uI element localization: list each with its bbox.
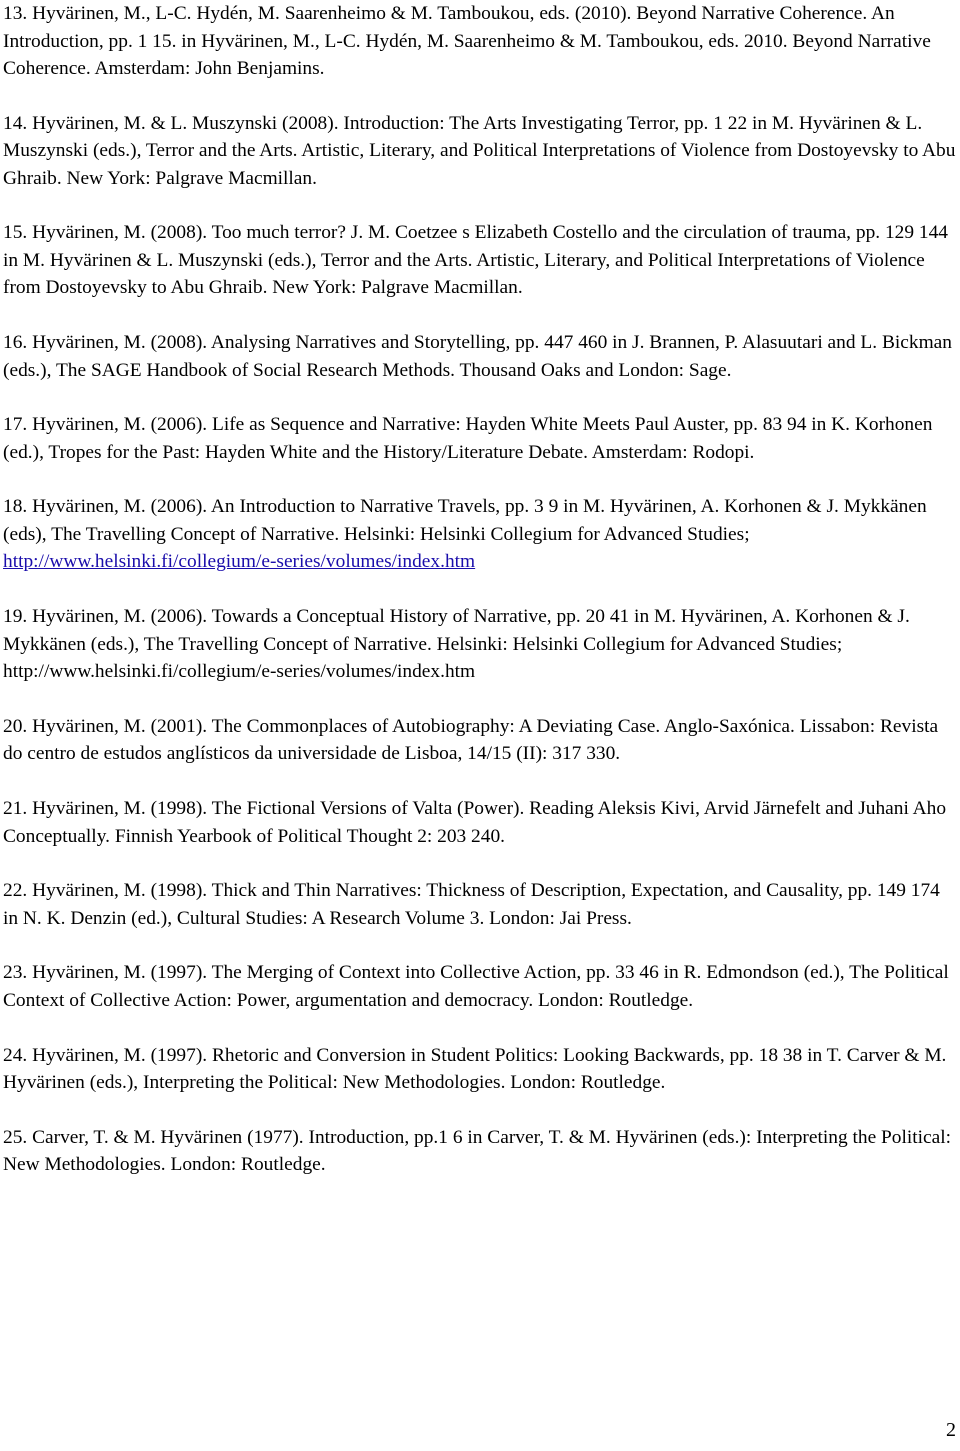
reference-text: Hyvärinen, M. (1998). Thick and Thin Narratives: Thickness of Description, Expectation, and Causality, pp. 149 174 in N. K. Denzin (ed.), Cultural Studies: A Research Volume 3. London: Jai Press. bbox=[3, 880, 940, 929]
reference-text: Hyvärinen, M. (2001). The Commonplaces of Autobiography: A Deviating Case. Anglo-Saxónica. Lissabon: Revista do centro de estudos anglísticos da universidade de Lisboa, 14/15 (II): 317 330. bbox=[3, 715, 939, 765]
reference-number: 18. bbox=[3, 496, 28, 518]
reference-item bbox=[3, 1124, 958, 1179]
reference-number: 15. bbox=[3, 222, 28, 244]
reference-item bbox=[3, 795, 958, 850]
document-page bbox=[3, 0, 958, 1179]
reference-number: 16. bbox=[3, 332, 28, 354]
reference-number: 20. bbox=[3, 715, 28, 737]
reference-number: 24. bbox=[3, 1044, 28, 1066]
reference-number: 17. bbox=[3, 414, 28, 436]
reference-text: Hyvärinen, M. (2008). Analysing Narratives and Storytelling, pp. 447 460 in J. Brannen, P. Alasuutari and L. Bickman (eds.), The SAGE Handbook of Social Research Methods. Thousand Oaks and London: Sage. bbox=[3, 332, 952, 381]
reference-text: Hyvärinen, M. (1997). The Merging of Context into Collective Action, pp. 33 46 in R. Edmondson (ed.), The Political Context of Collective Action: Power, argumentation and democracy. London: Routledge. bbox=[3, 962, 949, 1011]
reference-text: Hyvärinen, M. (2006). Life as Sequence and Narrative: Hayden White Meets Paul Auster, pp. 83 94 in K. Korhonen (ed.), Tropes for the Past: Hayden White and the History/Literature Debate. Amsterdam: Rodopi. bbox=[3, 414, 933, 463]
reference-item bbox=[3, 603, 958, 686]
reference-number: 13. bbox=[3, 3, 28, 24]
reference-item bbox=[3, 959, 958, 1014]
reference-text: Carver, T. & M. Hyvärinen (1977). Introduction, pp.1 6 in Carver, T. & M. Hyvärinen (eds.): Interpreting the Political: New Methodologies. London: Routledge. bbox=[3, 1126, 952, 1176]
reference-number: 21. bbox=[3, 798, 28, 819]
reference-item bbox=[3, 219, 958, 302]
reference-number: 19. bbox=[3, 606, 28, 628]
reference-link[interactable]: http://www.helsinki.fi/collegium/e-series/volumes/index.htm bbox=[3, 551, 476, 573]
reference-text: Hyvärinen, M. (1998). The Fictional Versions of Valta (Power). Reading Aleksis Kivi, Arvid Järnefelt and Juhani Aho Conceptually. Finnish Yearbook of Political Thought 2: 203 240. bbox=[3, 798, 947, 847]
reference-text: Hyvärinen, M. (2006). Towards a Conceptual History of Narrative, pp. 20 41 in M. Hyvärinen, A. Korhonen & J. Mykkänen (eds.), The Travelling Concept of Narrative. Helsinki: Helsinki Collegium for Advanced Studies; http://www.helsinki.fi/collegium/e-series/volumes/index.htm bbox=[3, 606, 910, 683]
reference-number: 14. bbox=[3, 112, 28, 134]
reference-item bbox=[3, 0, 958, 83]
reference-number: 22. bbox=[3, 880, 28, 902]
reference-item bbox=[3, 329, 958, 384]
reference-item bbox=[3, 713, 958, 768]
reference-number: 23. bbox=[3, 962, 28, 984]
reference-text: Hyvärinen, M. & L. Muszynski (2008). Introduction: The Arts Investigating Terror, pp. 1 22 in M. Hyvärinen & L. Muszynski (eds.), Terror and the Arts. Artistic, Literary, and Political Interpretations of Violence from Dostoyevsky to Abu Ghraib. New York: Palgrave Macmillan. bbox=[3, 112, 956, 189]
reference-number: 25. bbox=[3, 1126, 28, 1148]
reference-item bbox=[3, 110, 958, 193]
reference-item bbox=[3, 493, 958, 576]
page-number: 2 bbox=[946, 1419, 956, 1441]
reference-text: Hyvärinen, M. (2006). An Introduction to Narrative Travels, pp. 3 9 in M. Hyvärinen, A. Korhonen & J. Mykkänen (eds), The Travelling Concept of Narrative. Helsinki: Helsinki Collegium for Advanced Studies; bbox=[3, 496, 927, 545]
reference-item bbox=[3, 1042, 958, 1097]
reference-text: Hyvärinen, M. (2008). Too much terror? J. M. Coetzee s Elizabeth Costello and the circulation of trauma, pp. 129 144 in M. Hyvärinen & L. Muszynski (eds.), Terror and the Arts. Artistic, Literary, and Political Interpretations of Violence from Dostoyevsky to Abu Ghraib. New York: Palgrave Macmillan. bbox=[3, 222, 948, 299]
reference-text: Hyvärinen, M., L-C. Hydén, M. Saarenheimo & M. Tamboukou, eds. (2010). Beyond Narrative Coherence. An Introduction, pp. 1 15. in Hyvärinen, M., L-C. Hydén, M. Saarenheimo & M. Tamboukou, eds. 2010. Beyond Narrative Coherence. Amsterdam: John Benjamins. bbox=[3, 3, 931, 79]
reference-text: Hyvärinen, M. (1997). Rhetoric and Conversion in Student Politics: Looking Backwards, pp. 18 38 in T. Carver & M. Hyvärinen (eds.), Interpreting the Political: New Methodologies. London: Routledge. bbox=[3, 1044, 947, 1094]
reference-list bbox=[3, 0, 958, 1179]
reference-item bbox=[3, 877, 958, 932]
reference-item bbox=[3, 411, 958, 466]
